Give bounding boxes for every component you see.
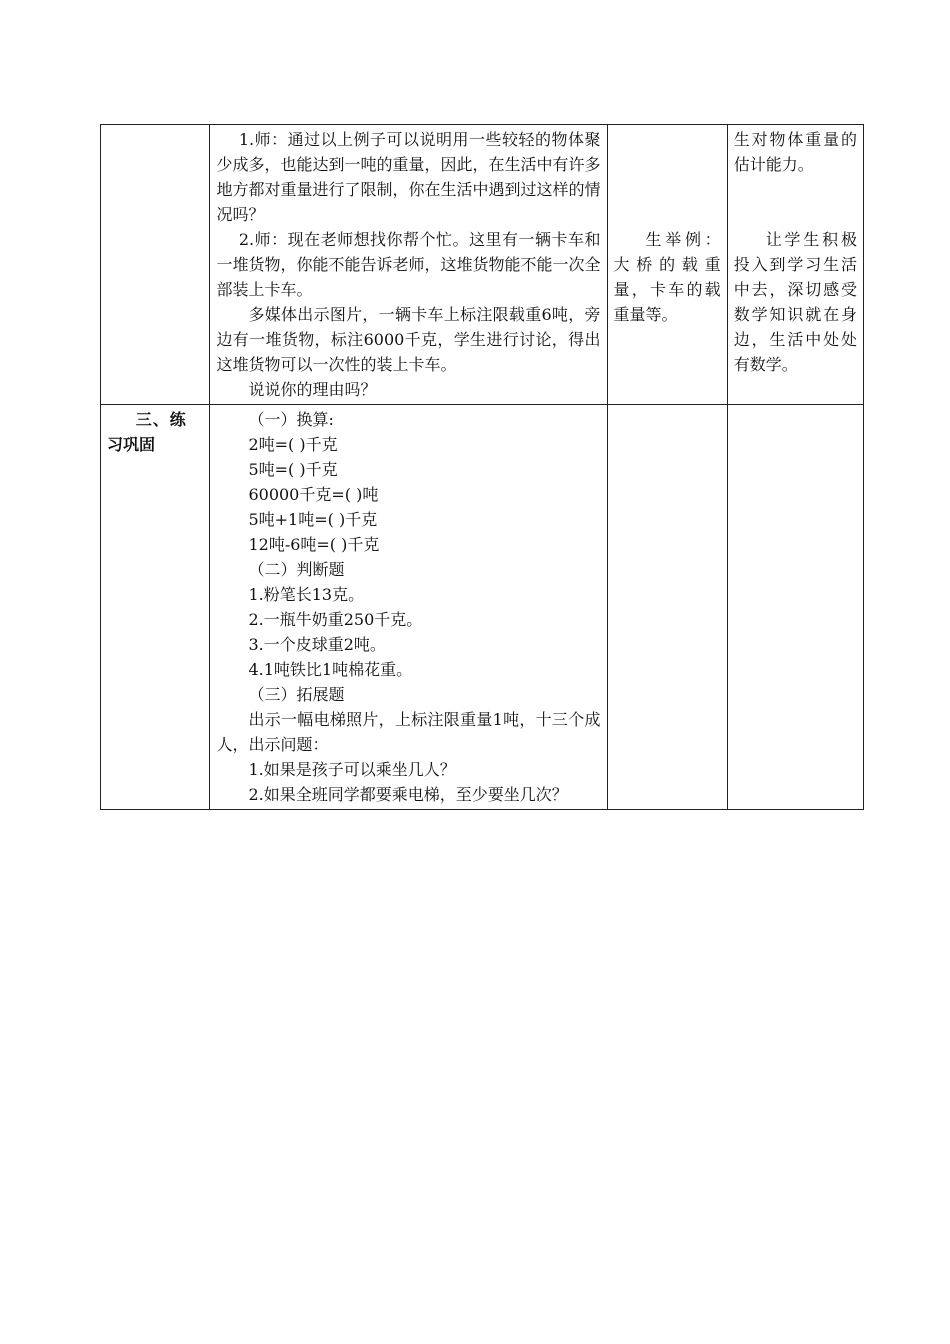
intent-text: 生对物体重量的估计能力。 (733, 130, 857, 174)
table-row (101, 125, 864, 405)
stage-cell (101, 125, 210, 405)
exercise-line: 1.如果是孩子可以乘坐几人？ (248, 760, 456, 779)
exercise-line: （三）拓展题 (248, 685, 345, 704)
student-activity-cell (607, 405, 727, 810)
exercise-line: 出示一幅电梯照片，上标注限重量1吨，十三个成人，出示问题： (216, 710, 601, 754)
exercise-line: 60000千克=( )吨 (248, 485, 379, 504)
process-paragraph: 说说你的理由吗？ (248, 380, 377, 399)
exercise-line: （二）判断题 (248, 560, 345, 579)
stage-title: 三、练 (135, 410, 187, 429)
table-row (101, 405, 864, 810)
exercise-line: 2.一瓶牛奶重250千克。 (248, 610, 423, 629)
exercise-line: 2吨=( )千克 (248, 435, 338, 454)
teaching-process-cell (210, 125, 607, 405)
design-intent-cell (727, 405, 863, 810)
stage-title: 习巩固 (107, 435, 156, 454)
exercise-cell (210, 405, 607, 810)
process-paragraph: 2.师：现在老师想找你帮个忙。这里有一辆卡车和一堆货物，你能不能告诉老师，这堆货物能不能一次全部装上卡车。 (216, 230, 601, 299)
exercise-line: 5吨+1吨=( )千克 (248, 510, 378, 529)
process-paragraph: 多媒体出示图片，一辆卡车上标注限载重6吨，旁边有一堆货物，标注6000千克，学生进行讨论，得出这堆货物可以一次性的装上卡车。 (216, 305, 601, 374)
process-paragraph: 1.师：通过以上例子可以说明用一些较轻的物体聚少成多，也能达到一吨的重量，因此，在生活中有许多地方都对重量进行了限制，你在生活中遇到过这样的情况吗？ (216, 130, 601, 224)
stage-cell (101, 405, 210, 810)
design-intent-cell (727, 125, 863, 405)
exercise-line: 5吨=( )千克 (248, 460, 338, 479)
exercise-line: （一）换算: (248, 410, 334, 429)
exercise-line: 1.粉笔长13克。 (248, 585, 365, 604)
exercise-line: 12吨-6吨=( )千克 (248, 535, 380, 554)
student-example-text: 生举例：大桥的载重量，卡车的载重量等。 (613, 230, 721, 324)
exercise-line: 4.1吨铁比1吨棉花重。 (248, 660, 413, 679)
student-activity-cell (607, 125, 727, 405)
intent-text: 让学生积极投入到学习生活中去，深切感受数学知识就在身边，生活中处处有数学。 (733, 230, 857, 374)
exercise-line: 2.如果全班同学都要乘电梯，至少要坐几次？ (248, 785, 568, 804)
exercise-line: 3.一个皮球重2吨。 (248, 635, 386, 654)
lesson-plan-table (100, 124, 864, 810)
